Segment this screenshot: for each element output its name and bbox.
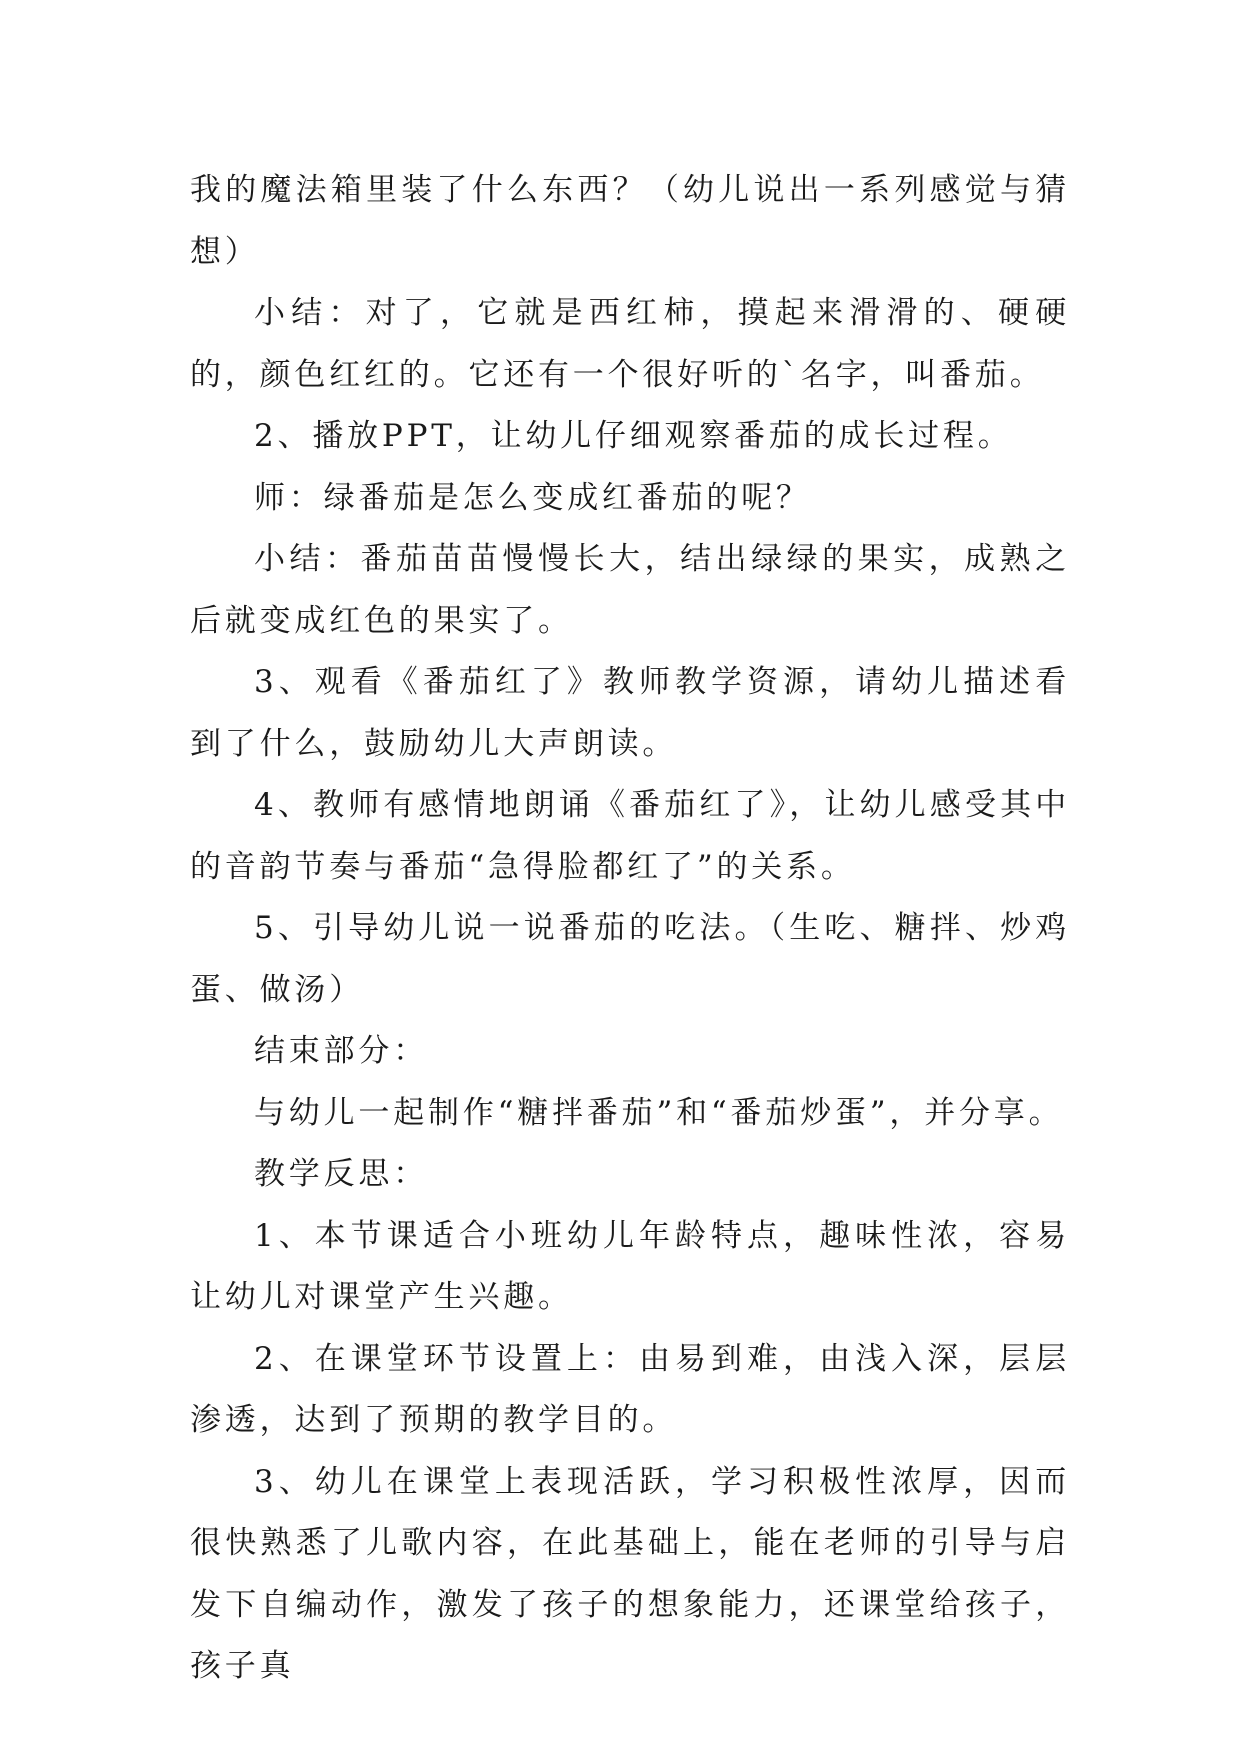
paragraph-2: 小结：对了，它就是西红柿，摸起来滑滑的、硬硬的，颜色红红的。它还有一个很好听的`名字，叫番茄。 xyxy=(190,295,1070,393)
paragraph-12: 1、本节课适合小班幼儿年龄特点，趣味性浓，容易让幼儿对课堂产生兴趣。 xyxy=(190,1217,1070,1315)
paragraph-13: 2、在课堂环节设置上：由易到难，由浅入深，层层渗透，达到了预期的教学目的。 xyxy=(190,1340,1070,1438)
document-body xyxy=(190,160,1070,1698)
paragraph-8: 5、引导幼儿说一说番茄的吃法。（生吃、糖拌、炒鸡蛋、做汤） xyxy=(190,910,1070,1008)
paragraph-4: 师：绿番茄是怎么变成红番茄的呢？ xyxy=(254,479,811,516)
paragraph-7: 4、教师有感情地朗诵《番茄红了》，让幼儿感受其中的音韵节奏与番茄“急得脸都红了”的关系。 xyxy=(190,787,1070,885)
paragraph-10: 与幼儿一起制作“糖拌番茄”和“番茄炒蛋”，并分享。 xyxy=(254,1094,1064,1131)
section-heading-reflection: 教学反思： xyxy=(254,1156,428,1192)
paragraph-14: 3、幼儿在课堂上表现活跃，学习积极性浓厚，因而很快熟悉了儿歌内容，在此基础上，能在老师的引导与启发下自编动作，激发了孩子的想象能力，还课堂给孩子，孩子真 xyxy=(190,1463,1070,1684)
paragraph-5: 小结：番茄苗苗慢慢长大，结出绿绿的果实，成熟之后就变成红色的果实了。 xyxy=(190,541,1070,639)
section-heading-ending: 结束部分： xyxy=(254,1033,428,1069)
paragraph-3: 2、播放PPT，让幼儿仔细观察番茄的成长过程。 xyxy=(254,418,1013,454)
paragraph-1: 我的魔法箱里装了什么东西？（幼儿说出一系列感觉与猜想） xyxy=(190,172,1070,270)
paragraph-6: 3、观看《番茄红了》教师教学资源，请幼儿描述看到了什么，鼓励幼儿大声朗读。 xyxy=(190,664,1070,762)
